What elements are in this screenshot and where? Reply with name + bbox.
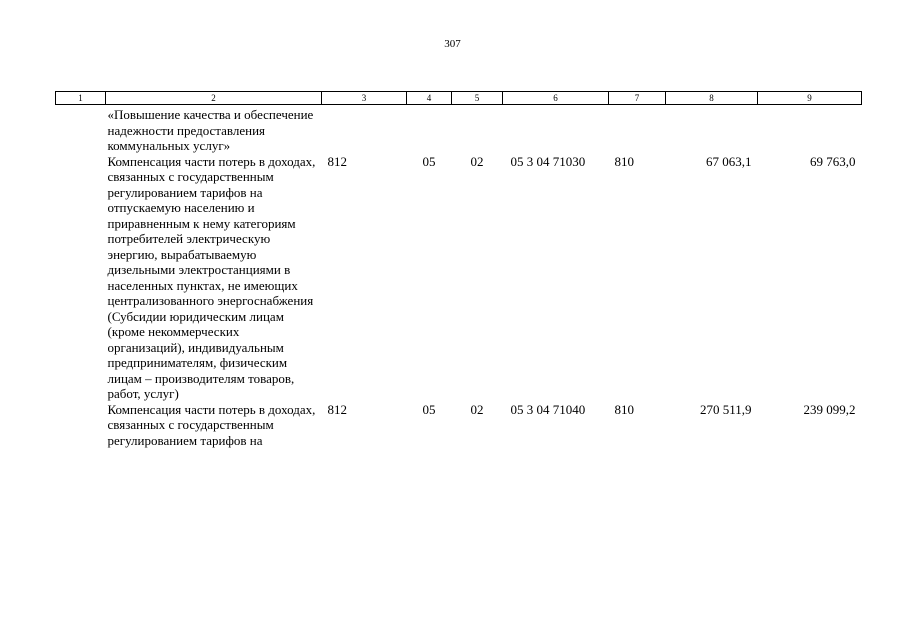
header-col-9: 9	[758, 92, 862, 105]
row-col6: 05 3 04 71040	[510, 401, 586, 417]
row-col7	[609, 105, 666, 154]
row-description: «Повышение качества и обеспечение надежности предоставления коммунальных услуг»	[107, 107, 314, 153]
header-col-2: 2	[106, 92, 322, 105]
header-col-3: 3	[322, 92, 407, 105]
budget-table	[55, 91, 862, 448]
row-col8: 270 511,9	[699, 401, 752, 417]
table-header	[56, 92, 862, 105]
header-col-7: 7	[609, 92, 666, 105]
row-col5	[452, 105, 503, 154]
header-col-8: 8	[666, 92, 758, 105]
row-col3: 812	[327, 153, 347, 169]
table-row	[56, 154, 862, 402]
row-col6: 05 3 04 71030	[510, 153, 586, 169]
row-col4: 05	[422, 153, 436, 169]
row-col6	[503, 105, 609, 154]
row-col3: 812	[327, 401, 347, 417]
row-col7: 810	[614, 153, 634, 169]
row-col1	[56, 154, 106, 402]
header-col-6: 6	[503, 92, 609, 105]
table-row	[56, 402, 862, 449]
header-col-1: 1	[56, 92, 106, 105]
row-description: Компенсация части потерь в доходах, связанных с государственным регулированием тарифов на	[107, 401, 316, 448]
header-row	[56, 92, 862, 105]
row-col1	[56, 402, 106, 449]
page-number: 307	[444, 38, 461, 50]
row-col9	[758, 105, 862, 154]
row-col7: 810	[614, 401, 634, 417]
table-row	[56, 105, 862, 154]
row-col5: 02	[470, 401, 484, 417]
row-col1	[56, 105, 106, 154]
row-col5: 02	[470, 153, 484, 169]
row-col4	[407, 105, 452, 154]
row-col4: 05	[422, 401, 436, 417]
header-col-4: 4	[407, 92, 452, 105]
header-col-5: 5	[452, 92, 503, 105]
row-col9: 69 763,0	[810, 153, 856, 169]
row-col8	[666, 105, 758, 154]
row-col8: 67 063,1	[706, 153, 752, 169]
row-description: Компенсация части потерь в доходах, связанных с государственным регулированием тарифов на отпускаемую населению и приравненным к нему категориям потребителей электрическую энергию, вырабатываемую дизельными электростанциями в населенных пунктах, не имеющих централизованного энергоснабжения (Субсидии юридическим лицам (кроме некоммерческих организаций), индивидуальным предпринимателям, физическим лицам – производителям товаров, работ, услуг)	[107, 153, 316, 401]
row-col9: 239 099,2	[803, 401, 856, 417]
row-col3	[322, 105, 407, 154]
